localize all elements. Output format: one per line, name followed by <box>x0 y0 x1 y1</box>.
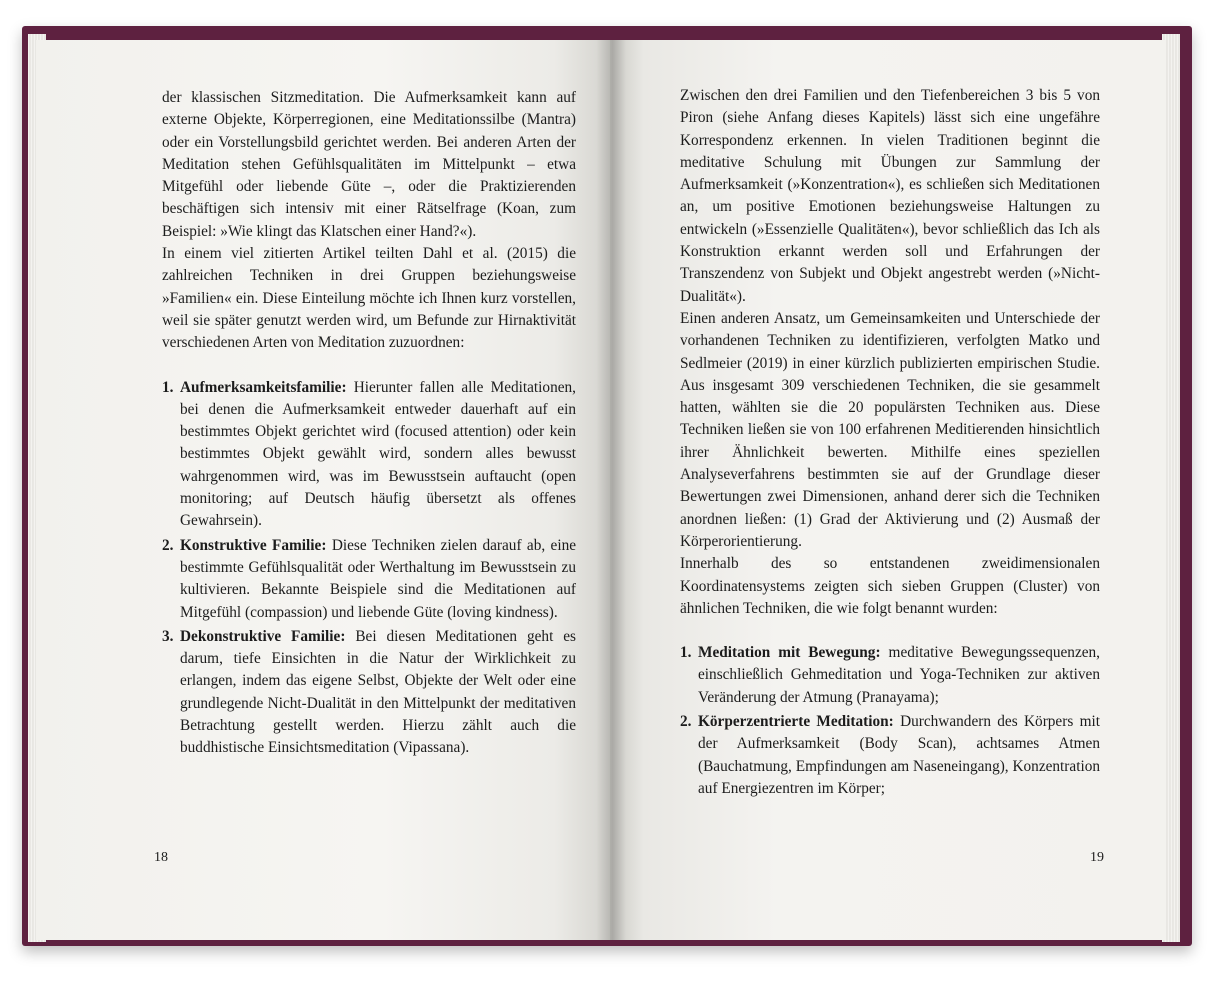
right-paragraph-1: Zwischen den drei Familien und den Tiefenbereichen 3 bis 5 von Piron (siehe Anfang dieses Kapitels) lässt sich eine ungefähre Korrespondenz erkennen. In vielen Traditionen beginnt die meditative Schulung mit Übungen zur Sammlung der Aufmerksamkeit (»Konzentration«), es schließen sich Meditationen an, um positive Emotionen beziehungsweise Haltungen zu entwickeln (»Essenzielle Qualitäten«), bevor schließlich das Ich als Konstruktion erkannt werden soll und Erfahrungen der Transzendenz von Subjekt und Objekt angestrebt werden (»Nicht-Dualität«). <box>680 87 1100 305</box>
list-number: 1. <box>680 644 692 662</box>
list-number: 1. <box>162 378 174 396</box>
meditation-families-list <box>162 377 576 760</box>
list-text: Diese Techniken zielen darauf ab, eine bestimmte Gefühlsqualität oder Werthaltung im Bewusstsein zu kultivieren. Bekannte Beispiele sind die Meditationen auf Mitgefühl (compassion) und liebende Güte (loving kindness). <box>180 536 577 621</box>
left-paragraph-1: der klassischen Sitzmeditation. Die Aufmerksamkeit kann auf externe Objekte, Körperregionen, eine Meditationssilbe (Mantra) oder ein Vorstellungsbild gerichtet werden. Bei anderen Arten der Meditation stehen Gefühlsqualitäten im Mittelpunkt – etwa Mitgefühl oder liebende Güte –, oder die Praktizierenden beschäftigen sich intensiv mit einer Rätselfrage (Koan, zum Beispiel: »Wie klingt das Klatschen einer Hand?«). <box>162 89 576 240</box>
list-number: 3. <box>162 627 174 645</box>
left-paragraph-2: In einem viel zitierten Artikel teilten Dahl et al. (2015) die zahlreichen Techniken in drei Gruppen beziehungsweise »Familien« ein. Diese Einteilung möchte ich Ihnen kurz vorstellen, weil sie später genutzt werden wird, um Befunde zur Hirnaktivität verschiedenen Arten von Meditation zuzuordnen: <box>162 245 576 352</box>
left-text-column <box>162 87 576 762</box>
right-text-column <box>680 85 1100 802</box>
left-page <box>36 40 612 940</box>
meditation-clusters-list <box>680 642 1100 800</box>
list-text: Bei diesen Meditationen geht es darum, tiefe Einsichten in die Natur der Wirklichkeit zu erlangen, indem das eigene Selbst, Objekte der Welt oder eine grundlegende Nicht-Dualität in den Mittelpunkt der meditativen Betrachtung gestellt werden. Hierzu zählt auch die buddhistische Einsichtsmeditation (Vipassana). <box>180 627 576 757</box>
right-page <box>610 40 1166 940</box>
list-term: Konstruktive Familie: <box>180 536 327 554</box>
page-number-left: 18 <box>154 850 168 865</box>
list-term: Körperzentrierte Meditation: <box>698 713 894 731</box>
list-number: 2. <box>162 536 174 554</box>
book-gutter-shadow <box>596 40 626 940</box>
list-term: Meditation mit Bewegung: <box>698 644 881 662</box>
right-paragraph-3: Innerhalb des so entstandenen zweidimensionalen Koordinatensystems zeigten sich sieben Gruppen (Cluster) von ähnlichen Techniken, die wie folgt benannt wurden: <box>680 555 1100 617</box>
page-number-right: 19 <box>1090 850 1104 865</box>
list-term: Aufmerksamkeitsfamilie: <box>180 378 347 396</box>
list-item <box>162 626 576 760</box>
list-text: Durchwandern des Körpers mit der Aufmerksamkeit (Body Scan), achtsames Atmen (Bauchatmung, Empfindungen am Naseneingang), Konzentration auf Energiezentren im Körper; <box>698 713 1100 797</box>
list-item <box>680 642 1100 709</box>
list-term: Dekonstruktive Familie: <box>180 627 346 645</box>
list-text: meditative Bewegungssequenzen, einschließlich Gehmeditation und Yoga-Techniken zur aktiven Veränderung der Atmung (Pranayama); <box>698 644 1101 706</box>
list-number: 2. <box>680 713 692 731</box>
list-item <box>162 377 576 533</box>
list-text: Hierunter fallen alle Meditationen, bei denen die Aufmerksamkeit entweder dauerhaft auf ein bestimmtes Objekt gerichtet wird (focused attention) oder kein bestimmtes Objekt gewählt wird, sondern alles bewusst wahrgenommen wird, was im Bewusstsein auftaucht (open monitoring; auf Deutsch häufig übersetzt als offenes Gewahrsein). <box>180 378 576 530</box>
list-item <box>162 535 576 624</box>
list-item <box>680 711 1100 800</box>
right-paragraph-2: Einen anderen Ansatz, um Gemeinsamkeiten und Unterschiede der vorhandenen Techniken zu identifizieren, verfolgten Matko und Sedlmeier (2019) in einer kürzlich publizierten empirischen Studie. Aus insgesamt 309 verschiedenen Techniken, die sie gesammelt hatten, wählten sie die 20 populärsten Techniken aus. Diese Techniken ließen sie von 100 erfahrenen Meditierenden hinsichtlich ihrer Ähnlichkeit bewerten. Mithilfe eines speziellen Analyseverfahrens bestimmten sie auf der Grundlage dieser Bewertungen zwei Dimensionen, anhand derer sich die Techniken anordnen ließen: (1) Grad der Aktivierung und (2) Ausmaß der Körperorientierung. <box>680 309 1100 550</box>
